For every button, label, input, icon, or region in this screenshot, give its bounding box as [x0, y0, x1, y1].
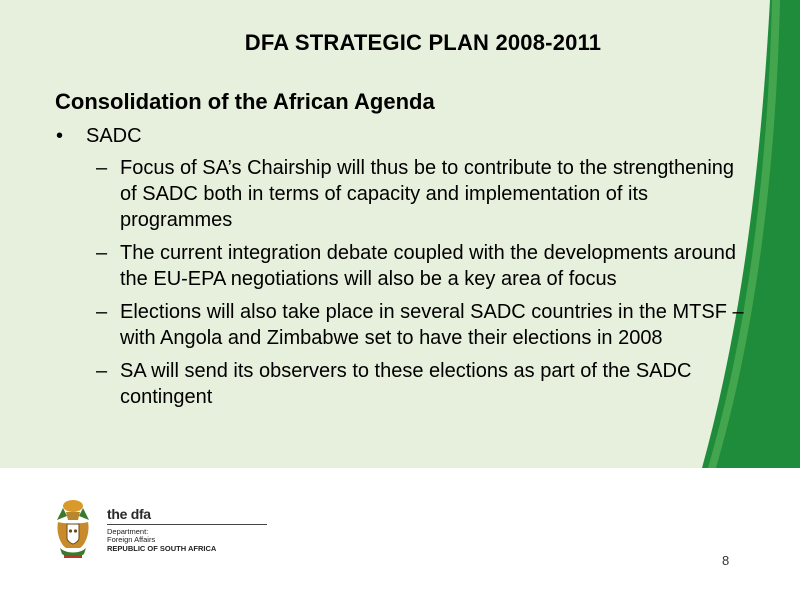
department-line: Foreign Affairs	[107, 535, 156, 544]
sub-bullet-text: Focus of SA’s Chairship will thus be to contribute to the strengthening of SADC both in terms of capacity and implementation of its programmes	[120, 157, 735, 231]
brand-name: the dfa	[107, 506, 151, 522]
bullet-text: SADC	[86, 125, 142, 147]
sub-bullet-item	[96, 358, 756, 410]
sub-bullet-text: SA will send its observers to these elections as part of the SADC contingent	[120, 360, 692, 408]
country-label: REPUBLIC OF SOUTH AFRICA	[107, 544, 217, 553]
logo-divider	[107, 524, 267, 525]
dash-marker: –	[96, 301, 108, 323]
dash-marker: –	[96, 242, 108, 264]
sub-bullet-text: The current integration debate coupled with the developments around the EU-EPA negotiations will also be a key area of focus	[120, 242, 736, 290]
sub-bullet-item	[96, 240, 756, 292]
sub-bullet-item	[96, 155, 756, 233]
page-number: 8	[722, 553, 730, 568]
sub-bullet-text: Elections will also take place in several SADC countries in the MTSF – with Angola and Zimbabwe set to have their elections in 2008	[120, 301, 744, 349]
bullet-marker: •	[56, 125, 64, 147]
slide-title: DFA STRATEGIC PLAN 2008-2011	[244, 30, 602, 55]
coat-of-arms-icon	[52, 498, 94, 560]
department-label	[107, 528, 155, 544]
department-line: Department:	[107, 527, 149, 536]
sub-bullet-item	[96, 299, 756, 351]
dash-marker: –	[96, 360, 108, 382]
dash-marker: –	[96, 157, 108, 179]
section-heading: Consolidation of the African Agenda	[55, 89, 435, 114]
dfa-logo	[52, 498, 232, 560]
bullet-sadc	[56, 125, 142, 148]
sub-bullet-list	[96, 155, 756, 417]
